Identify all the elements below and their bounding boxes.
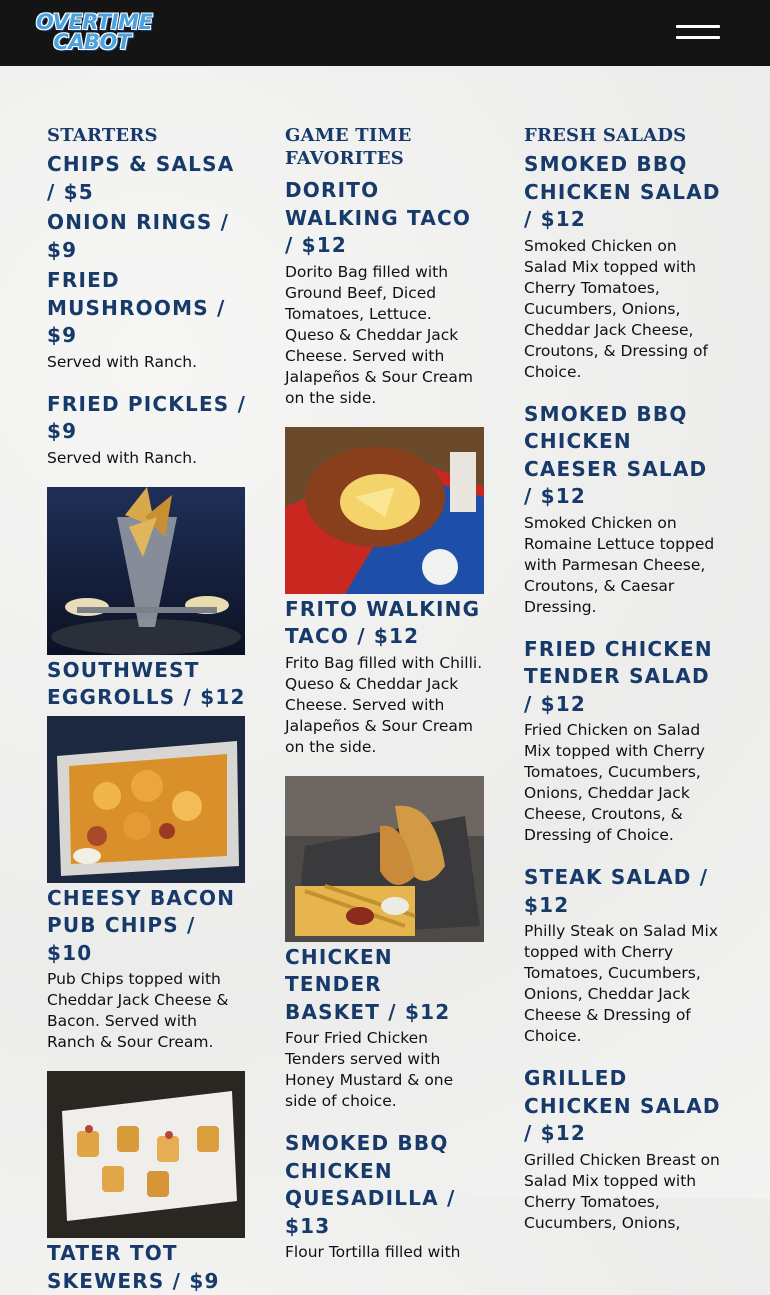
frito-walking-taco-photo xyxy=(285,427,484,594)
menu-item-title: SOUTHWEST EGGROLLS / $12 xyxy=(47,657,246,709)
favorites-heading: GAME TIME FAVORITES xyxy=(285,125,412,169)
site-header xyxy=(0,0,770,66)
menu-item-description: Fried Chicken on Salad Mix topped with Cherry Tomatoes, Cucumbers, Onions, Cheddar Jack Cheese, Croutons, & Dressing of Choice. xyxy=(524,721,705,844)
menu-item-description: Served with Ranch. xyxy=(47,352,198,371)
menu-item-title: STEAK SALAD / $12 xyxy=(524,865,709,917)
menu-item-title: DORITO WALKING TACO / $12 xyxy=(285,178,472,257)
salads-column xyxy=(524,124,724,1234)
chicken-tender-basket-photo xyxy=(285,776,484,942)
menu-bar-bottom xyxy=(676,36,720,39)
menu-item-title: SMOKED BBQ CHICKEN QUESADILLA / $13 xyxy=(285,1131,456,1238)
hamburger-menu-icon[interactable] xyxy=(676,22,720,46)
logo-line-1: OVERTIME xyxy=(36,10,153,34)
menu-item-title: CHEESY BACON PUB CHIPS / $10 xyxy=(47,885,236,965)
menu-item-title: TATER TOT SKEWERS / $9 xyxy=(47,1241,220,1293)
menu-item-title: FRIED MUSHROOMS / $9 xyxy=(47,268,226,347)
menu-item-title: GRILLED CHICKEN SALAD / $12 xyxy=(524,1066,721,1145)
starters-column xyxy=(47,124,247,1295)
menu-item-title: FRIED CHICKEN TENDER SALAD / $12 xyxy=(524,636,713,716)
salads-heading: FRESH SALADS xyxy=(524,125,687,146)
logo-line-2: CABOT xyxy=(53,30,131,54)
menu-item-title: SMOKED BBQ CHICKEN CAESER SALAD / $12 xyxy=(524,401,708,508)
overtime-cabot-logo[interactable] xyxy=(36,10,153,54)
starters-heading: STARTERS xyxy=(47,125,158,146)
menu-item-title: FRIED PICKLES / $9 xyxy=(47,391,247,443)
menu-item-description: Grilled Chicken Breast on Salad Mix topped with Cherry Tomatoes, Cucumbers, Onions, xyxy=(524,1150,720,1232)
menu-item-title: CHICKEN TENDER BASKET / $12 xyxy=(285,944,451,1024)
menu-item-description: Dorito Bag filled with Ground Beef, Diced Tomatoes, Lettuce. Queso & Cheddar Jack Cheese. Served with Jalapeños & Sour Cream on the side. xyxy=(285,262,474,407)
menu-item-title: CHIPS & SALSA / $5 xyxy=(47,152,235,204)
menu-item-title: FRITO WALKING TACO / $12 xyxy=(285,596,481,648)
pub-chips-photo xyxy=(47,716,245,883)
menu-item-description: Pub Chips topped with Cheddar Jack Cheese & Bacon. Served with Ranch & Sour Cream. xyxy=(47,970,229,1051)
menu-item-description: Flour Tortilla filled with xyxy=(285,1243,461,1261)
eggrolls-photo xyxy=(47,487,245,655)
menu-item-description: Smoked Chicken on Romaine Lettuce topped with Parmesan Cheese, Croutons, & Caesar Dressing. xyxy=(524,513,715,616)
favorites-column xyxy=(285,124,485,1263)
menu-item-title: ONION RINGS / $9 xyxy=(47,210,230,262)
menu-item-description: Smoked Chicken on Salad Mix topped with Cherry Tomatoes, Cucumbers, Onions, Cheddar Jack Cheese, Croutons, & Dressing of Choice. xyxy=(524,236,708,381)
menu-item-title: SMOKED BBQ CHICKEN SALAD / $12 xyxy=(524,152,721,231)
menu-item-description: Served with Ranch. xyxy=(47,448,198,467)
menu-bar-top xyxy=(676,25,720,28)
menu-item-description: Four Fried Chicken Tenders served with Honey Mustard & one side of choice. xyxy=(285,1029,454,1110)
tater-tot-skewers-photo xyxy=(47,1071,245,1238)
menu-item-description: Frito Bag filled with Chilli. Queso & Cheddar Jack Cheese. Served with Jalapeños & Sour Cream on the side. xyxy=(285,653,483,756)
menu-item-description: Philly Steak on Salad Mix topped with Cherry Tomatoes, Cucumbers, Onions, Cheddar Jack Cheese & Dressing of Choice. xyxy=(524,922,719,1045)
